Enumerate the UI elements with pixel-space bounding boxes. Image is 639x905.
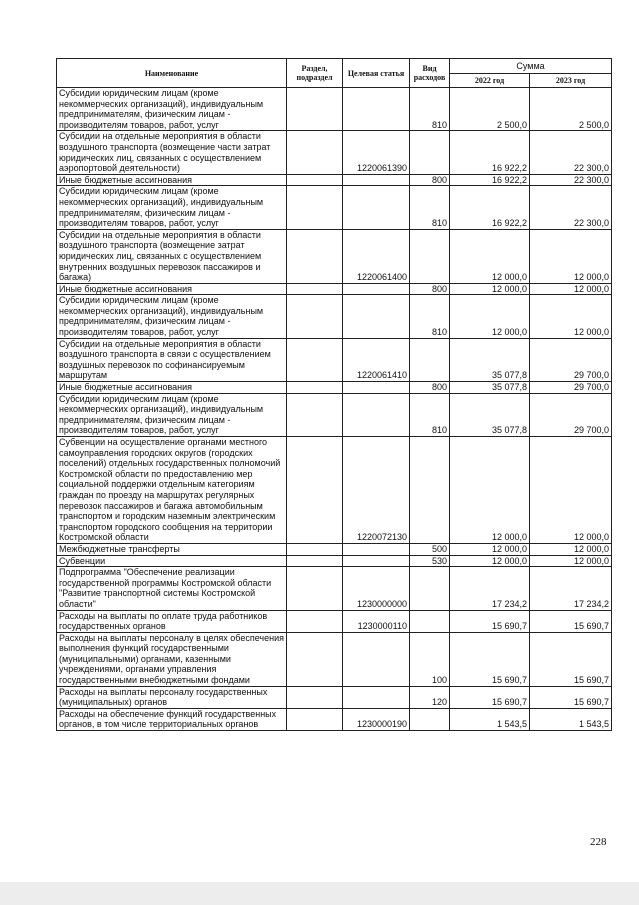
table-row: [57, 382, 612, 394]
header-name: Наименование: [57, 59, 287, 88]
row-sum-2023: 29 700,0: [530, 382, 612, 394]
row-expense-kind: 530: [410, 555, 450, 567]
row-target-code: [343, 393, 410, 436]
table-row: [57, 229, 612, 283]
row-section: [287, 632, 343, 686]
table-body: [57, 88, 612, 731]
row-sum-2023: 2 500,0: [530, 88, 612, 131]
row-name: Субвенции на осуществление органами местного самоуправления городских округов (городских поселений) отдельных государственных полномочий Костромской области по предоставлению мер социальной поддержки отдельным категориям граждан по проезду на маршрутах регулярных перевозок пассажиров и багажа автомобильным транспортом и городским наземным электрическим транспортом городского сообщения на территории Костромской области: [57, 437, 287, 544]
row-target-code: [343, 174, 410, 186]
row-sum-2023: 12 000,0: [530, 555, 612, 567]
table-row: [57, 708, 612, 730]
row-target-code: 1220072130: [343, 437, 410, 544]
row-sum-2022: 2 500,0: [450, 88, 530, 131]
table-row: [57, 338, 612, 381]
row-target-code: [343, 186, 410, 229]
row-name: Расходы на выплаты по оплате труда работников государственных органов: [57, 610, 287, 632]
row-name: Иные бюджетные ассигнования: [57, 382, 287, 394]
row-expense-kind: 100: [410, 632, 450, 686]
row-sum-2023: 29 700,0: [530, 393, 612, 436]
page-number: 228: [590, 836, 607, 848]
row-section: [287, 186, 343, 229]
row-name: Субсидии на отдельные мероприятия в области воздушного транспорта в связи с осуществлением воздушных перевозок по софинансируемым маршрутам: [57, 338, 287, 381]
row-section: [287, 555, 343, 567]
row-target-code: 1230000190: [343, 708, 410, 730]
table-row: [57, 174, 612, 186]
header-year-2022: 2022 год: [450, 74, 530, 88]
row-sum-2022: 12 000,0: [450, 229, 530, 283]
row-target-code: [343, 555, 410, 567]
row-sum-2022: 1 543,5: [450, 708, 530, 730]
table-row: [57, 283, 612, 295]
table-row: [57, 295, 612, 338]
row-sum-2023: 15 690,7: [530, 610, 612, 632]
row-name: Субсидии юридическим лицам (кроме некоммерческих организаций), индивидуальным предпринимателям, физическим лицам - производителям товаров, работ, услуг: [57, 186, 287, 229]
row-sum-2023: 12 000,0: [530, 543, 612, 555]
row-sum-2022: 16 922,2: [450, 174, 530, 186]
budget-table: [56, 58, 612, 731]
row-sum-2023: 17 234,2: [530, 567, 612, 610]
table-row: [57, 610, 612, 632]
row-section: [287, 686, 343, 708]
row-target-code: 1220061400: [343, 229, 410, 283]
header-year-2023: 2023 год: [530, 74, 612, 88]
row-expense-kind: [410, 229, 450, 283]
row-sum-2022: 35 077,8: [450, 393, 530, 436]
row-target-code: 1230000110: [343, 610, 410, 632]
row-expense-kind: 800: [410, 283, 450, 295]
row-sum-2022: 12 000,0: [450, 283, 530, 295]
row-sum-2023: 12 000,0: [530, 437, 612, 544]
row-expense-kind: [410, 131, 450, 174]
row-section: [287, 174, 343, 186]
table-row: [57, 555, 612, 567]
row-expense-kind: 810: [410, 88, 450, 131]
row-name: Субсидии юридическим лицам (кроме некоммерческих организаций), индивидуальным предпринимателям, физическим лицам - производителям товаров, работ, услуг: [57, 295, 287, 338]
table-row: [57, 686, 612, 708]
row-name: Расходы на обеспечение функций государственных органов, в том числе территориальных органов: [57, 708, 287, 730]
row-sum-2023: 15 690,7: [530, 632, 612, 686]
row-expense-kind: 800: [410, 174, 450, 186]
row-sum-2022: 15 690,7: [450, 632, 530, 686]
header-target: Целевая статья: [343, 59, 410, 88]
row-section: [287, 437, 343, 544]
table-row: [57, 437, 612, 544]
row-sum-2023: 12 000,0: [530, 295, 612, 338]
row-section: [287, 610, 343, 632]
row-target-code: 1220061390: [343, 131, 410, 174]
row-sum-2022: 12 000,0: [450, 555, 530, 567]
row-section: [287, 229, 343, 283]
row-expense-kind: 800: [410, 382, 450, 394]
row-sum-2022: 15 690,7: [450, 610, 530, 632]
row-sum-2022: 35 077,8: [450, 338, 530, 381]
table-row: [57, 186, 612, 229]
row-name: Субсидии юридическим лицам (кроме некоммерческих организаций), индивидуальным предпринимателям, физическим лицам - производителям товаров, работ, услуг: [57, 88, 287, 131]
row-sum-2022: 12 000,0: [450, 437, 530, 544]
row-section: [287, 295, 343, 338]
row-sum-2023: 22 300,0: [530, 131, 612, 174]
row-name: Субсидии юридическим лицам (кроме некоммерческих организаций), индивидуальным предпринимателям, физическим лицам - производителям товаров, работ, услуг: [57, 393, 287, 436]
row-sum-2022: 35 077,8: [450, 382, 530, 394]
row-target-code: [343, 686, 410, 708]
row-sum-2022: 12 000,0: [450, 295, 530, 338]
row-section: [287, 283, 343, 295]
row-section: [287, 393, 343, 436]
row-section: [287, 382, 343, 394]
row-expense-kind: 810: [410, 393, 450, 436]
table-row: [57, 543, 612, 555]
viewer-bottom-bar: [0, 882, 639, 905]
row-name: Межбюджетные трансферты: [57, 543, 287, 555]
row-sum-2023: 1 543,5: [530, 708, 612, 730]
row-name: Подпрограмма "Обеспечение реализации государственной программы Костромской области "Развитие транспортной системы Костромской области": [57, 567, 287, 610]
row-name: Иные бюджетные ассигнования: [57, 174, 287, 186]
row-section: [287, 543, 343, 555]
row-target-code: [343, 543, 410, 555]
row-sum-2022: 16 922,2: [450, 131, 530, 174]
row-expense-kind: [410, 437, 450, 544]
row-target-code: [343, 632, 410, 686]
row-name: Субсидии на отдельные мероприятия в области воздушного транспорта (возмещение затрат юридических лиц, связанных с осуществлением внутренних воздушных перевозок пассажиров и багажа): [57, 229, 287, 283]
header-section: Раздел, подраздел: [287, 59, 343, 88]
row-sum-2023: 12 000,0: [530, 229, 612, 283]
row-section: [287, 131, 343, 174]
row-expense-kind: [410, 567, 450, 610]
row-sum-2023: 15 690,7: [530, 686, 612, 708]
row-sum-2023: 22 300,0: [530, 174, 612, 186]
row-expense-kind: 810: [410, 295, 450, 338]
table-row: [57, 567, 612, 610]
row-name: Субсидии на отдельные мероприятия в области воздушного транспорта (возмещение части затрат юридических лиц, связанных с осуществлением аэропортовой деятельности): [57, 131, 287, 174]
row-target-code: [343, 88, 410, 131]
row-sum-2022: 17 234,2: [450, 567, 530, 610]
row-target-code: [343, 295, 410, 338]
row-expense-kind: 120: [410, 686, 450, 708]
table-row: [57, 131, 612, 174]
header-kind: Вид расходов: [410, 59, 450, 88]
row-expense-kind: [410, 708, 450, 730]
row-expense-kind: [410, 338, 450, 381]
row-sum-2022: 16 922,2: [450, 186, 530, 229]
row-name: Расходы на выплаты персоналу государственных (муниципальных) органов: [57, 686, 287, 708]
row-expense-kind: 500: [410, 543, 450, 555]
row-target-code: [343, 283, 410, 295]
row-sum-2022: 12 000,0: [450, 543, 530, 555]
row-target-code: [343, 382, 410, 394]
row-section: [287, 567, 343, 610]
row-section: [287, 708, 343, 730]
table-row: [57, 88, 612, 131]
row-target-code: 1220061410: [343, 338, 410, 381]
header-sum: Сумма: [450, 59, 612, 74]
row-name: Иные бюджетные ассигнования: [57, 283, 287, 295]
row-sum-2023: 12 000,0: [530, 283, 612, 295]
row-name: Расходы на выплаты персоналу в целях обеспечения выполнения функций государственными (муниципальными) органами, казенными учреждениями, органами управления государственными внебюджетными фондами: [57, 632, 287, 686]
row-name: Субвенции: [57, 555, 287, 567]
row-expense-kind: 810: [410, 186, 450, 229]
row-target-code: 1230000000: [343, 567, 410, 610]
table-row: [57, 632, 612, 686]
row-sum-2023: 22 300,0: [530, 186, 612, 229]
row-sum-2022: 15 690,7: [450, 686, 530, 708]
table-row: [57, 393, 612, 436]
row-section: [287, 338, 343, 381]
row-expense-kind: [410, 610, 450, 632]
row-section: [287, 88, 343, 131]
row-sum-2023: 29 700,0: [530, 338, 612, 381]
